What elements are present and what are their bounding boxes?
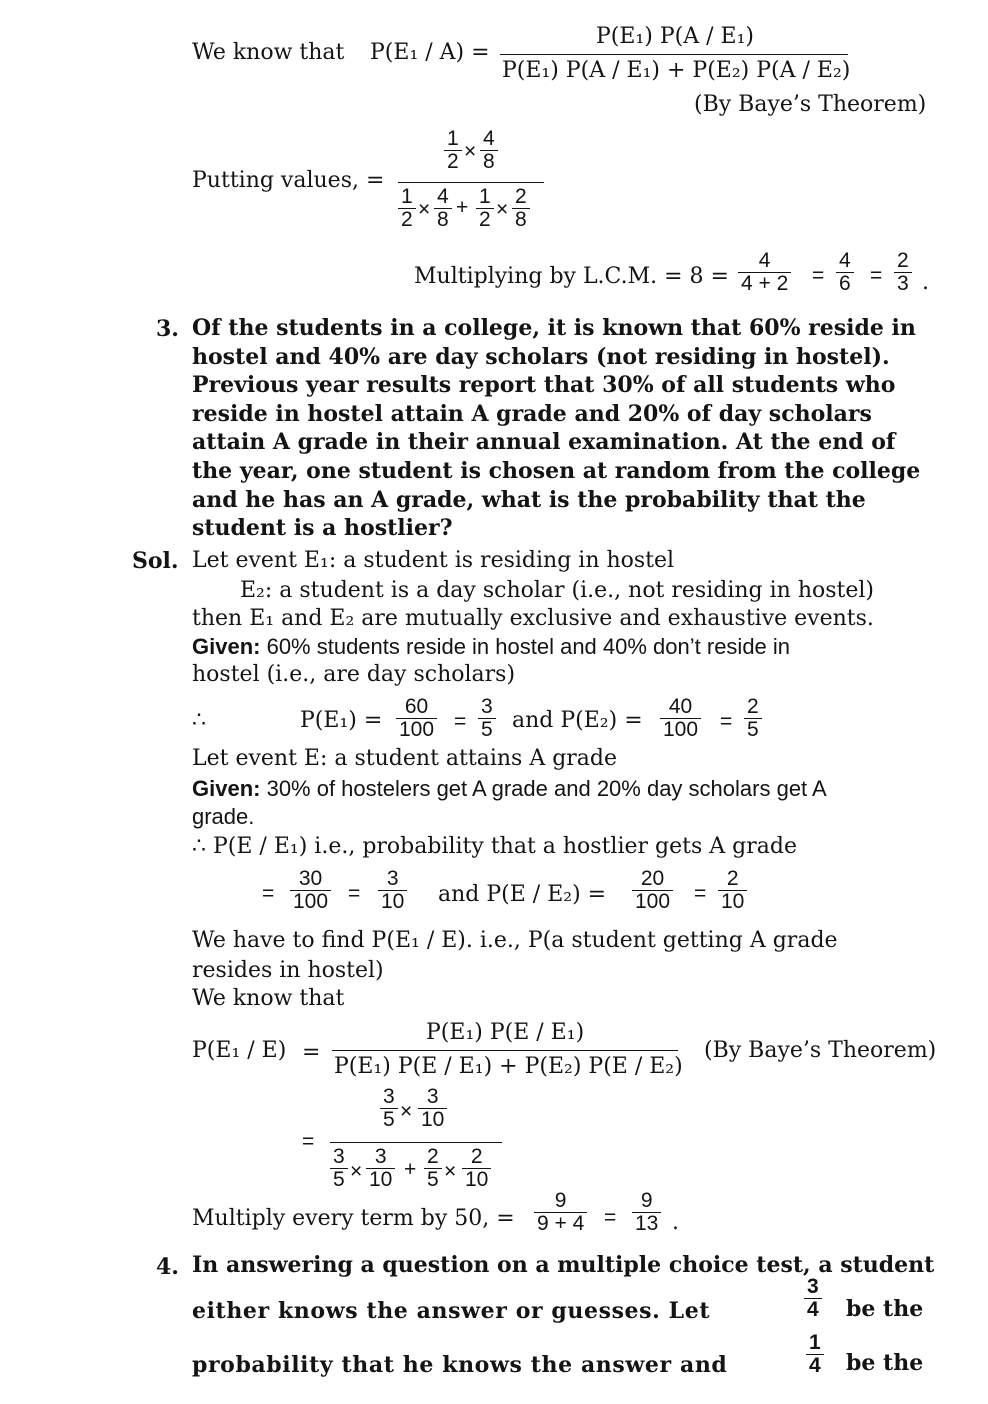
bayes-fraction-bar [500, 54, 848, 55]
find-line-2: resides in hostel) [192, 958, 384, 983]
c-num-frac-3-5: $\frac{3}{5}$ [380, 1086, 398, 1131]
given-2-line [192, 776, 827, 802]
den-times-a: × [418, 198, 431, 221]
multiply-text: Multiply every term by 50, = [192, 1206, 515, 1231]
den-plus: + [456, 196, 469, 219]
multiply-fraction: $\frac{9}{9 + 4}$ [534, 1190, 587, 1235]
result-period: . [672, 1210, 679, 1235]
question-3-line: the year, one student is chosen at random from the college [192, 457, 921, 484]
frac-20-100: $\frac{20}{100}$ [632, 868, 673, 913]
given-2-text: 30% of hostelers get A grade and 20% day scholars get A [260, 776, 827, 801]
pe-e1-line: ∴ P(E / E₁) i.e., probability that a hostlier gets A grade [192, 834, 797, 859]
c-num-frac-3-10: $\frac{3}{10}$ [418, 1086, 447, 1131]
question-3-text [192, 314, 932, 543]
bayes-denominator: P(E₁) P(A / E₁) + P(E₂) P(A / E₂) [502, 58, 851, 83]
event-e1-text: Let event E₁: a student is residing in hostel [192, 548, 675, 573]
frac-30-100: $\frac{30}{100}$ [290, 868, 331, 913]
question-3-line: Previous year results report that 30% of all students who [192, 372, 896, 399]
num-frac-1-2-top: $\frac{1}{2}$ [444, 128, 462, 173]
question-3-line: reside in hostel attain A grade and 20% of day scholars [192, 400, 872, 427]
lcm-period: . [922, 270, 929, 295]
frac-60-100: $\frac{60}{100}$ [396, 696, 437, 741]
pe1-lhs: P(E₁) = [300, 708, 383, 733]
question-3-number: 3. [156, 316, 179, 342]
we-know-that-text: We know that [192, 40, 345, 65]
c-den-frac-2-10: $\frac{2}{10}$ [462, 1146, 491, 1191]
equals-c: = [262, 882, 275, 905]
result-9-13: $\frac{9}{13}$ [632, 1190, 661, 1235]
question-4-frac-3-4: $\frac{3}{4}$ [804, 1276, 822, 1321]
bayes2-theorem-note: (By Baye’s Theorem) [704, 1038, 937, 1063]
bayes2-lhs: P(E₁ / E) [192, 1038, 287, 1063]
lcm-result-2-3: $\frac{2}{3}$ [894, 250, 912, 295]
putting-values-text: Putting values, = [192, 168, 385, 193]
putting-values-main-bar [398, 182, 544, 183]
frac-3-5: $\frac{3}{5}$ [478, 696, 496, 741]
question-3-line: attain A grade in their annual examination. At the end of [192, 429, 896, 456]
num-times: × [464, 140, 477, 163]
lcm-equals-2: = [870, 264, 883, 287]
exclusive-events-text: then E₁ and E₂ are mutually exclusive and exhaustive events. [192, 606, 874, 631]
bayes-lhs: P(E₁ / A) = [370, 40, 490, 65]
num-frac-4-8: $\frac{4}{8}$ [480, 128, 498, 173]
equals-d: = [348, 882, 361, 905]
c-den-frac-3-10: $\frac{3}{10}$ [366, 1146, 395, 1191]
event-e2-text: E₂: a student is a day scholar (i.e., not residing in hostel) [240, 578, 875, 603]
bayes2-fraction-bar [332, 1050, 678, 1051]
question-4-be-the-2: be the [846, 1350, 924, 1376]
given-1-line-2: hostel (i.e., are day scholars) [192, 662, 516, 687]
lcm-result-4-6: $\frac{4}{6}$ [836, 250, 854, 295]
den-frac-4-8: $\frac{4}{8}$ [434, 186, 452, 231]
frac-40-100: $\frac{40}{100}$ [660, 696, 701, 741]
bayes-theorem-note: (By Baye’s Theorem) [694, 92, 927, 117]
multiply-equals: = [604, 1206, 617, 1229]
equals-b: = [720, 710, 733, 733]
c-den-frac-3-5: $\frac{3}{5}$ [330, 1146, 348, 1191]
question-3-line: and he has an A grade, what is the probability that the [192, 486, 866, 513]
den-frac-1-2-b: $\frac{1}{2}$ [476, 186, 494, 231]
question-4-be-the-1: be the [846, 1296, 924, 1322]
bayes2-numerator: P(E₁) P(E / E₁) [426, 1020, 585, 1045]
bayes-numerator: P(E₁) P(A / E₁) [596, 24, 754, 49]
question-4-frac-1-4: $\frac{1}{4}$ [806, 1332, 824, 1377]
bayes2-denominator: P(E₁) P(E / E₁) + P(E₂) P(E / E₂) [334, 1054, 683, 1079]
frac-2-5: $\frac{2}{5}$ [744, 696, 762, 741]
equals-a: = [454, 710, 467, 733]
bayes2-equals: = [302, 1040, 321, 1065]
c-num-times: × [400, 1100, 413, 1123]
frac-2-10: $\frac{2}{10}$ [718, 868, 747, 913]
equals-e: = [694, 882, 707, 905]
c-den-plus: + [404, 1158, 417, 1181]
sol-label: Sol. [132, 548, 179, 574]
den-times-b: × [496, 198, 509, 221]
and-pe-e2: and P(E / E₂) = [438, 882, 607, 907]
question-3-line: student is a hostlier? [192, 515, 453, 542]
lcm-text: Multiplying by L.C.M. = 8 = [414, 264, 729, 289]
given-1-text: 60% students reside in hostel and 40% don’t reside in [260, 634, 791, 659]
den-frac-2-8: $\frac{2}{8}$ [512, 186, 530, 231]
c-den-frac-2-5: $\frac{2}{5}$ [424, 1146, 442, 1191]
find-line-1: We have to find P(E₁ / E). i.e., P(a student getting A grade [192, 928, 838, 953]
question-3-line: Of the students in a college, it is known that 60% reside in [192, 315, 916, 341]
frac-3-10: $\frac{3}{10}$ [378, 868, 407, 913]
we-know-that-text-2: We know that [192, 986, 345, 1011]
given-label: Given: [192, 776, 261, 801]
question-4-number: 4. [156, 1254, 179, 1280]
question-4-line-1: In answering a question on a multiple choice test, a student [192, 1252, 935, 1278]
den-frac-1-2-a: $\frac{1}{2}$ [398, 186, 416, 231]
and-pe2: and P(E₂) = [512, 708, 643, 733]
given-1-line [192, 634, 790, 660]
c-den-times-b: × [444, 1160, 457, 1183]
compound-main-bar [330, 1142, 502, 1143]
compound-equals: = [302, 1130, 315, 1153]
given-label: Given: [192, 634, 261, 659]
question-4-line-3: probability that he knows the answer and [192, 1352, 728, 1378]
event-e-text: Let event E: a student attains A grade [192, 746, 618, 771]
therefore-symbol: ∴ [192, 708, 206, 733]
c-den-times-a: × [350, 1160, 363, 1183]
question-3-line: hostel and 40% are day scholars (not residing in hostel). [192, 343, 890, 370]
lcm-fraction: $\frac{4}{4 + 2}$ [738, 250, 791, 295]
lcm-equals-1: = [812, 264, 825, 287]
question-4-line-2: either knows the answer or guesses. Let [192, 1298, 711, 1324]
given-2-line-2: grade. [192, 804, 255, 829]
